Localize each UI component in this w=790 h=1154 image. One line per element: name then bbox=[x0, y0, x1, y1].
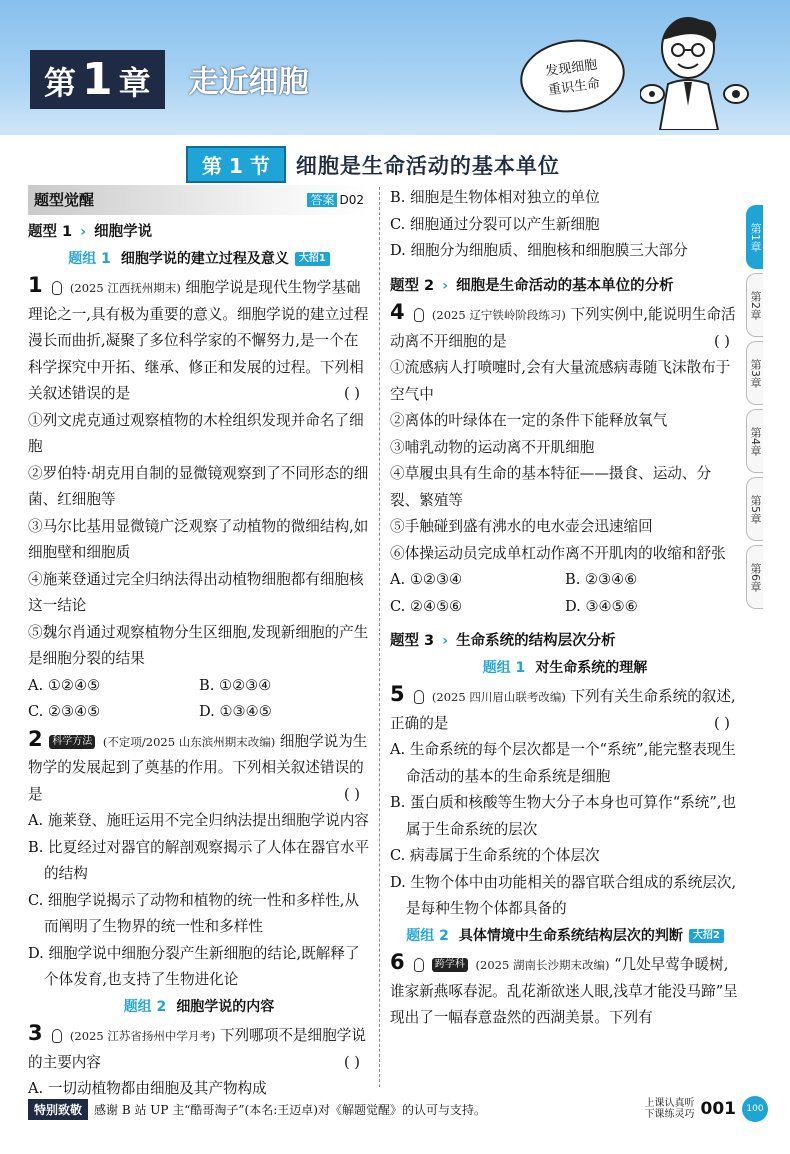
question-5 bbox=[390, 681, 740, 923]
ear-icon bbox=[52, 281, 62, 295]
option-d[interactable]: D. 生物个体中由功能相关的器官联合组成的系统层次,是每种生物个体都具备的 bbox=[390, 873, 737, 917]
chevron-icon: › bbox=[442, 277, 449, 294]
chapter-number: 1 bbox=[82, 53, 113, 105]
chapter-number-box bbox=[30, 50, 165, 109]
option-c[interactable]: C. ②③④⑤ bbox=[28, 703, 101, 720]
option-b[interactable]: B. ①②③④ bbox=[199, 676, 272, 694]
chevron-icon: › bbox=[442, 633, 449, 649]
question-number: 4 bbox=[390, 300, 405, 324]
answer-key-label: 答案 bbox=[307, 193, 337, 207]
speech-badge bbox=[516, 33, 630, 119]
question-stem: 下列哪项不是细胞学说的主要内容 bbox=[28, 1027, 366, 1071]
question-stem: 下列实例中,能说明生命活动离不开细胞的是 bbox=[390, 306, 736, 350]
panel-title: 题型觉醒 bbox=[34, 190, 95, 209]
question-source: (2025 四川眉山联考改编) bbox=[431, 690, 566, 704]
option-b[interactable]: B. 比夏经过对器官的解剖观察揭示了人体在器官水平的结构 bbox=[28, 838, 370, 882]
type-title: 细胞学说 bbox=[94, 224, 153, 240]
answer-page: D02 bbox=[339, 192, 364, 207]
side-tab-chapter-2[interactable]: 第2章 bbox=[746, 273, 763, 337]
section-number: 第 1 节 bbox=[186, 146, 286, 183]
question-6 bbox=[390, 949, 740, 1032]
right-column bbox=[390, 185, 740, 1032]
statement: ⑥体操运动员完成单杠动作离不开肌肉的收缩和舒张 bbox=[390, 544, 726, 562]
question-2 bbox=[28, 726, 370, 994]
statement: ④草履虫具有生命的基本特征——摄食、运动、分裂、繁殖等 bbox=[390, 465, 712, 509]
option-c[interactable]: C. ②④⑤⑥ bbox=[390, 597, 463, 615]
option-c[interactable]: C. 病毒属于生命系统的个体层次 bbox=[390, 847, 600, 864]
option-a[interactable]: A. ①②③④ bbox=[390, 571, 463, 588]
group-heading-2 bbox=[390, 923, 740, 950]
chapter-header bbox=[0, 0, 790, 135]
footer-slogan bbox=[645, 1098, 695, 1120]
type-heading-1 bbox=[28, 219, 370, 246]
trick-tag: 大招2 bbox=[689, 929, 724, 943]
option-b[interactable]: B. 细胞是生物体相对独立的单位 bbox=[390, 189, 600, 206]
group-title: 具体情境中生命系统结构层次的判断 bbox=[458, 927, 683, 944]
cross-discipline-tag: 跨学科 bbox=[432, 958, 468, 972]
footer-label: 特别致敬 bbox=[28, 1099, 88, 1120]
question-source: (2025 江西抚州期末) bbox=[69, 281, 181, 295]
page-number: 001 bbox=[700, 1099, 736, 1119]
answer-blank[interactable]: ( ) bbox=[713, 332, 730, 350]
group-title: 细胞学说的建立过程及意义 bbox=[120, 250, 289, 267]
chapter-title: 走近细胞 bbox=[188, 65, 309, 100]
side-tab-chapter-1[interactable]: 第1章 bbox=[746, 205, 763, 269]
chapter-suffix: 章 bbox=[118, 63, 151, 102]
group-label: 题组 1 bbox=[68, 250, 111, 267]
chapter-prefix: 第 bbox=[44, 63, 77, 102]
ear-icon bbox=[52, 1029, 62, 1043]
question-number: 5 bbox=[390, 682, 405, 706]
badge-line-1: 发现细胞 bbox=[544, 57, 599, 80]
ear-icon bbox=[414, 690, 424, 704]
type-heading-3 bbox=[390, 628, 740, 655]
answer-blank[interactable]: ( ) bbox=[713, 714, 730, 732]
statement: ④施莱登通过完全归纳法得出动植物细胞都有细胞核这一结论 bbox=[28, 570, 364, 614]
statement: ③马尔比基用显微镜广泛观察了动植物的微细结构,如细胞壁和细胞质 bbox=[28, 517, 369, 561]
slogan-line-1: 上课认真听 bbox=[644, 1098, 695, 1109]
method-tag: 科学方法 bbox=[49, 735, 95, 749]
option-a[interactable]: A. ①②④⑤ bbox=[28, 676, 101, 694]
option-b[interactable]: B. ②③④⑥ bbox=[565, 571, 638, 588]
group-title: 细胞学说的内容 bbox=[176, 998, 275, 1015]
answer-blank[interactable]: ( ) bbox=[343, 785, 360, 803]
question-4 bbox=[390, 299, 740, 620]
answer-blank[interactable]: ( ) bbox=[343, 1053, 360, 1071]
badge-line-2: 重识生命 bbox=[547, 76, 601, 99]
ear-icon bbox=[414, 958, 424, 972]
option-a[interactable]: A. 施莱登、施旺运用不完全归纳法提出细胞学说内容 bbox=[28, 812, 369, 829]
type-label: 题型 3 bbox=[390, 633, 435, 649]
type-label: 题型 2 bbox=[390, 277, 435, 294]
question-source: (2025 湖南长沙期末改编) bbox=[475, 958, 610, 972]
answer-ref bbox=[307, 187, 364, 214]
type-title: 生命系统的结构层次分析 bbox=[456, 633, 616, 649]
answer-blank[interactable]: ( ) bbox=[343, 385, 360, 402]
group-label: 题组 1 bbox=[482, 659, 526, 676]
chevron-icon: › bbox=[80, 224, 87, 240]
brand-logo: 100 bbox=[742, 1096, 768, 1122]
type-heading-2 bbox=[390, 273, 740, 300]
options bbox=[28, 673, 370, 726]
column-divider bbox=[379, 187, 380, 1087]
group-heading-1 bbox=[390, 655, 740, 682]
question-number: 3 bbox=[28, 1021, 43, 1045]
statement: ①列文虎克通过观察植物的木栓组织发现并命名了细胞 bbox=[28, 411, 364, 455]
statement: ①流感病人打喷嚏时,会有大量流感病毒随飞沫散布于空气中 bbox=[390, 359, 731, 403]
option-a[interactable]: A. 一切动植物都由细胞及其产物构成 bbox=[28, 1080, 267, 1097]
statement: ②罗伯特·胡克用自制的显微镜观察到了不同形态的细菌、红细胞等 bbox=[28, 464, 369, 508]
option-c[interactable]: C. 细胞通过分裂可以产生新细胞 bbox=[390, 215, 600, 233]
side-tab-chapter-3[interactable]: 第3章 bbox=[746, 341, 763, 405]
question-stem: 细胞学说是现代生物学基础理论之一,具有极为重要的意义。细胞学说的建立过程漫长而曲折,凝聚了多位科学家的不懈努力,是一个在科学探究中开拓、继承、修正和发展的过程。下列相关叙述错误的是 bbox=[28, 279, 369, 402]
question-stem: “几处早莺争暖树,谁家新燕啄春泥。乱花渐欲迷人眼,浅草才能没马蹄”呈现出了一幅春意盎然的西湖美景。下列有 bbox=[390, 956, 738, 1026]
ear-icon bbox=[414, 308, 424, 322]
statement: ②离体的叶绿体在一定的条件下能释放氧气 bbox=[390, 412, 668, 429]
type-label: 题型 1 bbox=[28, 224, 73, 240]
type-title: 细胞是生命活动的基本单位的分析 bbox=[456, 277, 674, 294]
section-bar bbox=[186, 146, 560, 183]
side-tab-chapter-4[interactable]: 第4章 bbox=[746, 409, 763, 473]
question-source: (不定项/2025 山东滨州期末改编) bbox=[102, 734, 276, 749]
question-3 bbox=[28, 1020, 370, 1103]
group-label: 题组 2 bbox=[406, 927, 449, 944]
option-d[interactable]: D. 细胞学说中细胞分裂产生新细胞的结论,既解释了个体发育,也支持了生物进化论 bbox=[28, 944, 360, 988]
slogan-line-2: 下课练灵巧 bbox=[644, 1109, 695, 1120]
option-a[interactable]: A. 生命系统的每个层次都是一个“系统”,能完整表现生命活动的基本的生命系统是细胞 bbox=[390, 741, 736, 785]
options bbox=[390, 567, 740, 620]
option-d[interactable]: D. 细胞分为细胞质、细胞核和细胞膜三大部分 bbox=[390, 242, 688, 259]
panel-header bbox=[28, 185, 370, 215]
group-heading-1 bbox=[28, 246, 370, 273]
chapter-label bbox=[30, 50, 309, 108]
question-number: 2 bbox=[28, 726, 43, 751]
question-1 bbox=[28, 272, 370, 726]
side-tab-chapter-5[interactable]: 第5章 bbox=[746, 477, 763, 541]
statement: ③哺乳动物的运动离不开肌细胞 bbox=[390, 438, 595, 456]
section-title: 细胞是生命活动的基本单位 bbox=[295, 153, 560, 178]
question-number: 1 bbox=[28, 273, 43, 297]
option-d[interactable]: D. ①③④⑤ bbox=[199, 703, 272, 720]
side-tab-chapter-6[interactable]: 第6章 bbox=[746, 545, 763, 609]
left-column bbox=[28, 185, 370, 1103]
question-source: (2025 江苏省扬州中学月考) bbox=[69, 1029, 216, 1043]
statement: ⑤手触碰到盛有沸水的电水壶会迅速缩回 bbox=[390, 518, 653, 535]
question-source: (2025 辽宁铁岭阶段练习) bbox=[431, 308, 566, 322]
cartoon-teacher-illustration bbox=[640, 10, 750, 130]
group-title: 对生命系统的理解 bbox=[535, 659, 648, 676]
statement: ⑤魏尔肖通过观察植物分生区细胞,发现新细胞的产生是细胞分裂的结果 bbox=[28, 623, 369, 667]
trick-tag: 大招1 bbox=[295, 252, 330, 266]
chapter-side-tabs bbox=[746, 205, 790, 613]
option-d[interactable]: D. ③④⑤⑥ bbox=[565, 597, 638, 615]
page-footer bbox=[28, 1094, 768, 1124]
question-stem: 细胞学说为生物学的发展起到了奠基的作用。下列相关叙述错误的是 bbox=[28, 732, 368, 803]
option-b[interactable]: B. 蛋白质和核酸等生物大分子本身也可算作“系统”,也属于生命系统的层次 bbox=[390, 794, 737, 838]
footer-text: 感谢 B 站 UP 主“酷哥淘子”(本名:王迈卓)对《解题觉醒》的认可与支持。 bbox=[94, 1102, 486, 1117]
option-c[interactable]: C. 细胞学说揭示了动物和植物的统一性和多样性,从而阐明了生物界的统一性和多样性 bbox=[28, 891, 360, 935]
group-label: 题组 2 bbox=[123, 998, 167, 1015]
question-number: 6 bbox=[390, 950, 405, 974]
group-heading-2 bbox=[28, 994, 370, 1021]
question-stem: 下列有关生命系统的叙述,正确的是 bbox=[390, 688, 736, 732]
